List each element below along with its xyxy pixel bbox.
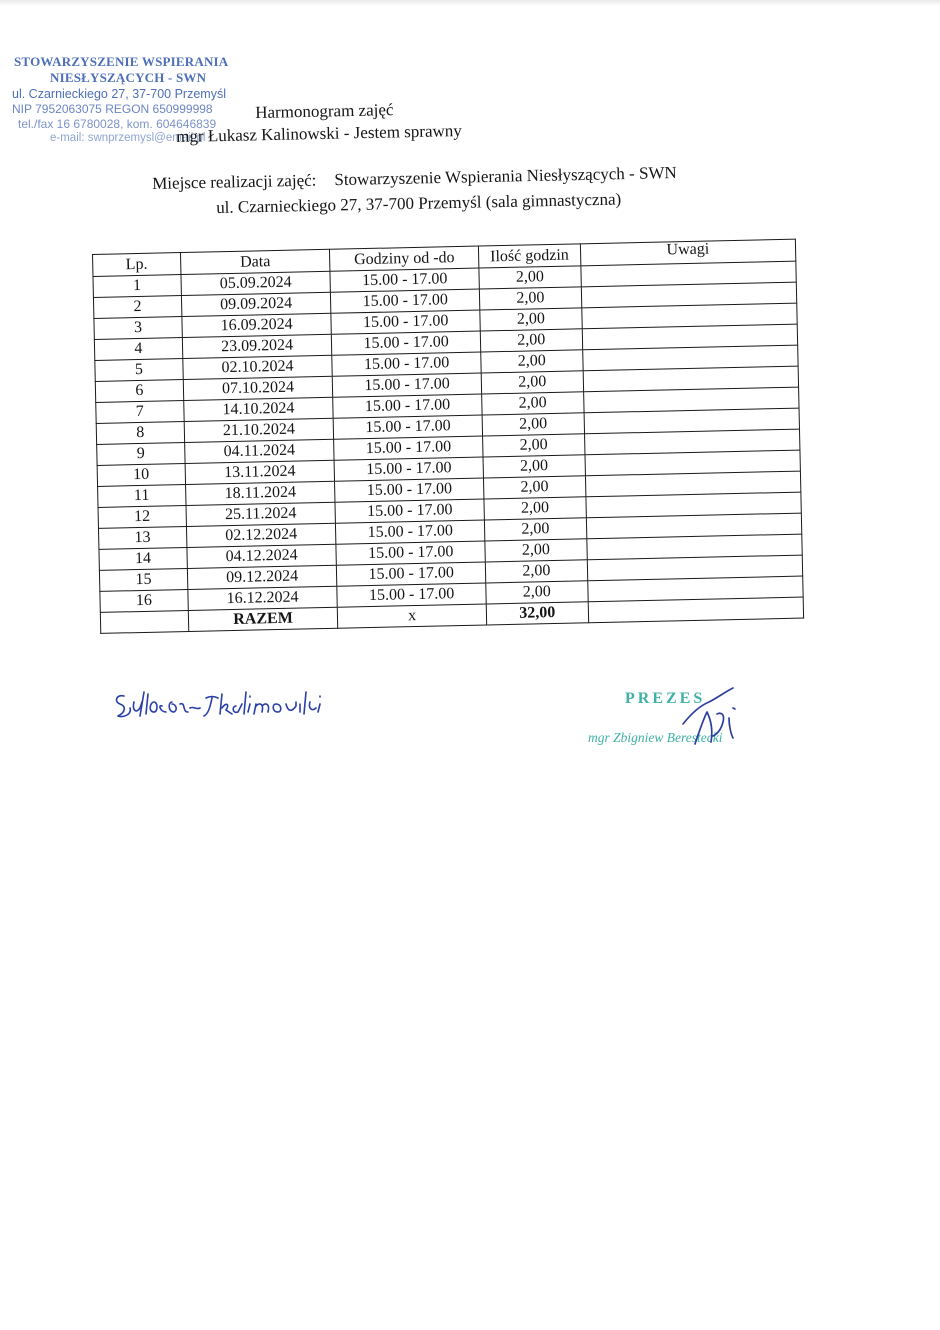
row-count: 2,00	[485, 539, 587, 562]
col-header-date: Data	[180, 249, 330, 274]
row-hours: 15.00 - 17.00	[334, 436, 483, 460]
row-date: 14.10.2024	[183, 397, 333, 421]
president-stamp	[588, 684, 768, 754]
row-count: 2,00	[485, 560, 587, 583]
row-lp: 2	[93, 296, 181, 319]
stamp-address: ul. Czarnieckiego 27, 37-700 Przemyśl	[12, 87, 226, 101]
row-hours: 15.00 - 17.00	[334, 457, 483, 481]
row-lp: 13	[98, 527, 186, 550]
scan-edge	[0, 0, 940, 6]
col-header-notes: Uwagi	[580, 239, 796, 266]
row-count: 2,00	[479, 287, 581, 310]
stamp-org-line1: STOWARZYSZENIE WSPIERANIA	[14, 54, 229, 69]
row-hours: 15.00 - 17.00	[331, 310, 480, 334]
row-hours: 15.00 - 17.00	[334, 415, 483, 439]
row-hours: 15.00 - 17.00	[332, 352, 481, 376]
row-lp: 11	[98, 485, 186, 508]
row-date: 09.12.2024	[187, 565, 337, 589]
row-date: 04.12.2024	[187, 544, 337, 568]
place-value: Stowarzyszenie Wspierania Niesłyszących - SWN	[334, 163, 677, 190]
row-date: 23.09.2024	[182, 334, 332, 358]
row-lp: 14	[99, 548, 187, 571]
row-count: 2,00	[480, 329, 582, 352]
row-hours: 15.00 - 17.00	[335, 499, 484, 523]
row-date: 07.10.2024	[183, 376, 333, 400]
row-hours: 15.00 - 17.00	[333, 394, 482, 418]
row-lp: 10	[97, 464, 185, 487]
row-count: 2,00	[479, 266, 581, 289]
row-lp: 5	[95, 359, 183, 382]
row-count: 2,00	[484, 518, 586, 541]
row-count: 2,00	[481, 350, 583, 373]
row-date: 02.10.2024	[183, 355, 333, 379]
row-hours: 15.00 - 17.00	[330, 268, 479, 292]
total-empty-cell	[100, 610, 188, 633]
row-count: 2,00	[484, 497, 586, 520]
page-subtitle: mgr Łukasz Kalinowski - Jestem sprawny	[176, 121, 462, 146]
row-hours: 15.00 - 17.00	[336, 520, 485, 544]
schedule-table	[92, 239, 804, 634]
row-lp: 4	[94, 338, 182, 361]
row-lp: 9	[97, 443, 185, 466]
row-hours: 15.00 - 17.00	[336, 541, 485, 565]
instructor-signature-graphic	[110, 678, 360, 728]
place-label: Miejsce realizacji zajęć:	[152, 170, 317, 193]
row-hours: 15.00 - 17.00	[333, 373, 482, 397]
row-count: 2,00	[480, 308, 582, 331]
row-lp: 3	[94, 317, 182, 340]
row-date: 16.09.2024	[182, 313, 332, 337]
total-count: 32,00	[486, 602, 588, 625]
row-hours: 15.00 - 17.00	[332, 331, 481, 355]
place-address: ul. Czarnieckiego 27, 37-700 Przemyśl (sala gimnastyczna)	[216, 189, 622, 217]
row-count: 2,00	[481, 371, 583, 394]
row-count: 2,00	[486, 581, 588, 604]
row-date: 09.09.2024	[181, 292, 331, 316]
stamp-org-line2: NIESŁYSZĄCYCH - SWN	[50, 70, 207, 85]
row-date: 04.11.2024	[184, 439, 334, 463]
total-hours: x	[338, 604, 487, 628]
row-lp: 6	[95, 380, 183, 403]
row-date: 16.12.2024	[188, 586, 338, 610]
row-hours: 15.00 - 17.00	[331, 289, 480, 313]
row-date: 02.12.2024	[186, 523, 336, 547]
schedule-table-wrapper	[92, 239, 804, 634]
president-title: PREZES	[625, 690, 706, 707]
col-header-hours: Godziny od -do	[330, 246, 479, 271]
row-count: 2,00	[483, 476, 585, 499]
row-lp: 8	[96, 422, 184, 445]
instructor-signature	[110, 678, 360, 728]
total-notes	[588, 597, 804, 623]
stamp-email: e-mail: swnprzemysl@email.pl	[50, 132, 206, 144]
row-count: 2,00	[482, 413, 584, 436]
row-date: 21.10.2024	[184, 418, 334, 442]
row-count: 2,00	[483, 434, 585, 457]
row-lp: 12	[98, 506, 186, 529]
stamp-nip: NIP 7952063075 REGON 650999998	[12, 102, 213, 116]
row-hours: 15.00 - 17.00	[337, 583, 486, 607]
row-hours: 15.00 - 17.00	[337, 562, 486, 586]
col-header-lp: Lp.	[93, 253, 181, 277]
row-lp: 15	[99, 569, 187, 592]
total-label: RAZEM	[188, 607, 338, 631]
row-date: 18.11.2024	[185, 481, 335, 505]
president-name: mgr Zbigniew Berestecki	[588, 730, 723, 745]
row-lp: 7	[96, 401, 184, 424]
col-header-count: Ilość godzin	[478, 244, 580, 268]
president-signature-graphic	[633, 684, 753, 750]
row-date: 05.09.2024	[181, 271, 331, 295]
page-title: Harmonogram zajęć	[255, 100, 394, 122]
row-lp: 16	[100, 589, 188, 612]
stamp-tel: tel./fax 16 6780028, kom. 604646839	[18, 117, 217, 131]
row-count: 2,00	[483, 455, 585, 478]
row-count: 2,00	[482, 392, 584, 415]
row-date: 25.11.2024	[186, 502, 336, 526]
row-lp: 1	[93, 275, 181, 298]
row-hours: 15.00 - 17.00	[335, 478, 484, 502]
row-date: 13.11.2024	[185, 460, 335, 484]
